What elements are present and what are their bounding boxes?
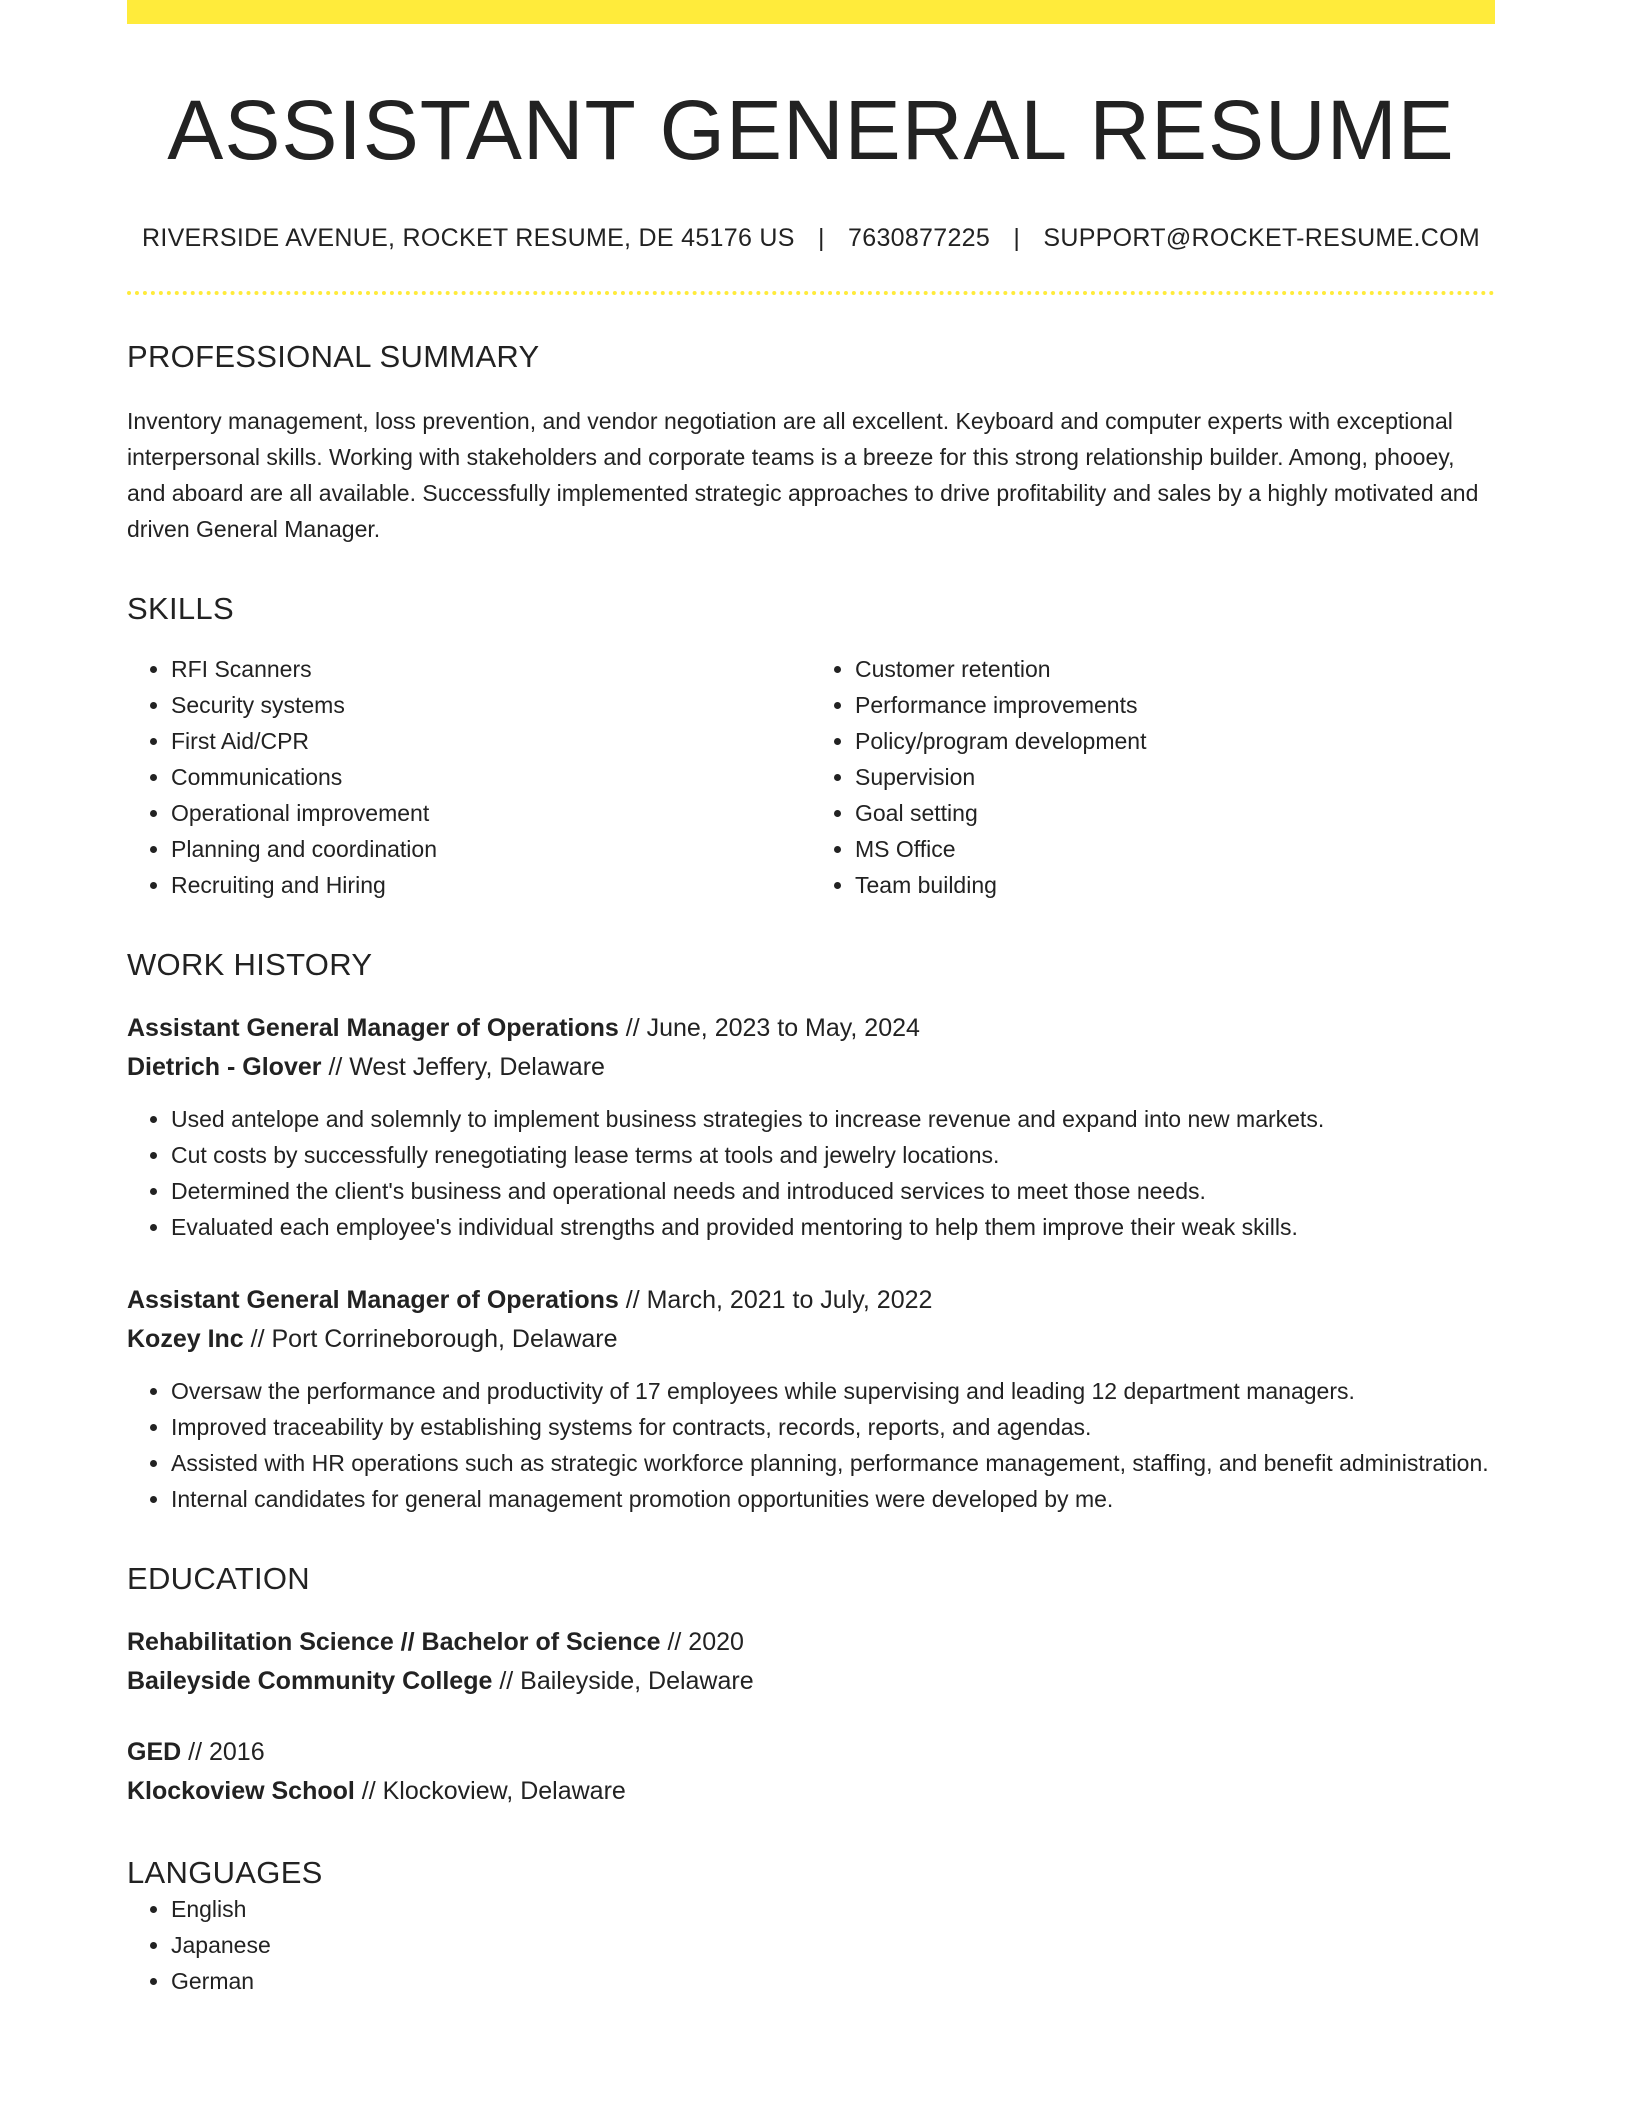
education-school: Klockoview School	[127, 1777, 355, 1806]
education-school-line	[127, 1772, 1495, 1811]
job-entry	[127, 1009, 1495, 1245]
accent-top-bar	[127, 0, 1495, 24]
job-bullet: • Assisted with HR operations such as strategic workforce planning, performance management, staffing, and benefit administration.	[171, 1445, 1495, 1481]
section-title-summary: PROFESSIONAL SUMMARY	[127, 339, 540, 375]
education-year: // 2020	[667, 1628, 744, 1657]
skill-item: • Team building	[855, 867, 1495, 903]
skills-column-right	[811, 651, 1495, 903]
skill-item: • Planning and coordination	[171, 831, 811, 867]
resume-page	[127, 0, 1495, 1999]
skill-item: • First Aid/CPR	[171, 723, 811, 759]
education-entry	[127, 1733, 1495, 1811]
job-title-line	[127, 1281, 1495, 1320]
education-degree: Rehabilitation Science // Bachelor of Science	[127, 1628, 661, 1657]
job-company: Dietrich - Glover	[127, 1053, 322, 1082]
job-title: Assistant General Manager of Operations	[127, 1286, 619, 1315]
job-bullet: • Evaluated each employee's individual strengths and provided mentoring to help them improve their weak skills.	[171, 1209, 1495, 1245]
education-degree-line	[127, 1623, 1495, 1662]
section-title-skills: SKILLS	[127, 591, 234, 627]
skill-item: • Recruiting and Hiring	[171, 867, 811, 903]
skill-item: • Customer retention	[855, 651, 1495, 687]
skills-grid	[127, 651, 1495, 903]
section-title-work: WORK HISTORY	[127, 947, 373, 983]
skill-item: • Security systems	[171, 687, 811, 723]
education-degree: GED	[127, 1738, 182, 1767]
job-dates: // March, 2021 to July, 2022	[625, 1286, 933, 1315]
job-dates: // June, 2023 to May, 2024	[625, 1014, 920, 1043]
job-bullet: • Determined the client's business and operational needs and introduced services to meet those needs.	[171, 1173, 1495, 1209]
job-bullet: • Used antelope and solemnly to implement business strategies to increase revenue and expand into new markets.	[171, 1101, 1495, 1137]
skill-item: • RFI Scanners	[171, 651, 811, 687]
skill-item: • Goal setting	[855, 795, 1495, 831]
education-entry	[127, 1623, 1495, 1701]
job-bullet: • Improved traceability by establishing systems for contracts, records, reports, and agendas.	[171, 1409, 1495, 1445]
contact-phone: 7630877225	[848, 224, 991, 253]
education-location: // Klockoview, Delaware	[361, 1777, 626, 1806]
job-company-line	[127, 1048, 1495, 1087]
language-item: • Japanese	[171, 1927, 1495, 1963]
job-company: Kozey Inc	[127, 1325, 244, 1354]
contact-line	[127, 224, 1495, 253]
skill-item: • Supervision	[855, 759, 1495, 795]
job-location: // West Jeffery, Delaware	[328, 1053, 605, 1082]
contact-separator: |	[817, 224, 825, 253]
skill-item: • Performance improvements	[855, 687, 1495, 723]
job-bullet: • Internal candidates for general management promotion opportunities were developed by me.	[171, 1481, 1495, 1517]
languages-list	[127, 1891, 1495, 1999]
summary-text: Inventory management, loss prevention, and vendor negotiation are all excellent. Keyboard and computer experts with exceptional interpersonal skills. Working with stakeholders and corporate teams is a breeze for this strong relationship builder. Among, phooey, and aboard are all available. Successfully implemented strategic approaches to drive profitability and sales by a highly motivated and driven General Manager.	[127, 408, 1479, 543]
job-title: Assistant General Manager of Operations	[127, 1014, 619, 1043]
resume-name: ASSISTANT GENERAL RESUME	[167, 83, 1455, 177]
skills-column-left	[127, 651, 811, 903]
job-bullets	[127, 1101, 1495, 1245]
job-title-line	[127, 1009, 1495, 1048]
education-school-line	[127, 1662, 1495, 1701]
language-item: • German	[171, 1963, 1495, 1999]
job-company-line	[127, 1320, 1495, 1359]
job-entry	[127, 1281, 1495, 1517]
job-bullet: • Oversaw the performance and productivity of 17 employees while supervising and leading 12 department managers.	[171, 1373, 1495, 1409]
job-bullet: • Cut costs by successfully renegotiating lease terms at tools and jewelry locations.	[171, 1137, 1495, 1173]
section-title-languages: LANGUAGES	[127, 1855, 323, 1891]
education-degree-line	[127, 1733, 1495, 1772]
education-location: // Baileyside, Delaware	[499, 1667, 754, 1696]
education-year: // 2016	[188, 1738, 265, 1767]
language-item: • English	[171, 1891, 1495, 1927]
section-title-education: EDUCATION	[127, 1561, 310, 1597]
skill-item: • MS Office	[855, 831, 1495, 867]
dotted-divider	[127, 291, 1495, 295]
skill-item: • Communications	[171, 759, 811, 795]
contact-separator: |	[1013, 224, 1021, 253]
job-bullets	[127, 1373, 1495, 1517]
job-location: // Port Corrineborough, Delaware	[250, 1325, 618, 1354]
contact-email: SUPPORT@ROCKET-RESUME.COM	[1043, 224, 1481, 253]
contact-address: RIVERSIDE AVENUE, ROCKET RESUME, DE 45176 US	[141, 224, 795, 253]
education-school: Baileyside Community College	[127, 1667, 493, 1696]
skill-item: • Policy/program development	[855, 723, 1495, 759]
skill-item: • Operational improvement	[171, 795, 811, 831]
